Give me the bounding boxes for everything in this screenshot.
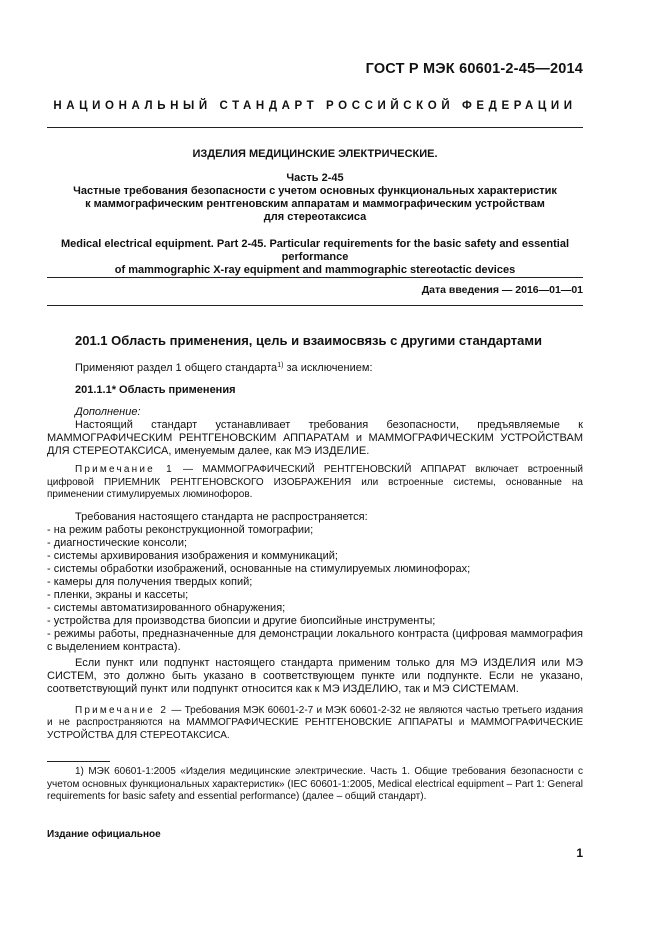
- section-heading: 201.1 Область применения, цель и взаимосвязь с другими стандартами: [75, 333, 542, 348]
- addition-label: Дополнение:: [75, 406, 141, 418]
- edition-label: Издание официальное: [47, 829, 161, 840]
- subtitle-russian: [47, 185, 583, 224]
- footnote-text: 1) МЭК 60601-1:2005 «Изделия медицинские электрические. Часть 1. Общие требования безопасности с учетом основных функциональных характеристик» (IEC 60601-1:2005, Medical electrical equipment – Part 1: General requirements for basic safety and essential performance) (далее – общий стандарт).: [47, 766, 583, 802]
- note-1-text: — МАММОГРАФИЧЕСКИЙ РЕНТГЕНОВСКИЙ АППАРАТ включает встроенный цифровой ПРИЕМНИК РЕНТГЕНОВСКОГО ИЗОБРАЖЕНИЯ или встроенные системы, основанные на применении стимулируемых люминофоров.: [47, 464, 583, 500]
- subsection-heading: 201.1.1* Область применения: [75, 384, 236, 396]
- exclusion-item: - на режим работы реконструкционной томографии;: [47, 523, 314, 536]
- footnote-divider: [47, 761, 110, 762]
- divider-middle: [47, 277, 583, 278]
- standard-number: ГОСТ Р МЭК 60601-2-45—2014: [365, 61, 583, 77]
- title-part: Часть 2-45: [286, 172, 344, 184]
- divider-lower: [47, 305, 583, 306]
- exclusion-item: - пленки, экраны и кассеты;: [47, 588, 189, 601]
- national-standard-banner: НАЦИОНАЛЬНЫЙ СТАНДАРТ РОССИЙСКОЙ ФЕДЕРАЦИИ: [53, 100, 577, 112]
- clause-paragraph: Если пункт или подпункт настоящего стандарта применим только для МЭ ИЗДЕЛИЯ или МЭ СИСТЕМ, это должно быть указано в соответствующем пункте или подпункте. Если не указано, соответствующий пункт или подпункт относится как к МЭ ИЗДЕЛИЮ, так и МЭ СИСТЕМАМ.: [47, 656, 583, 695]
- intro-date: Дата введения — 2016—01—01: [421, 284, 583, 296]
- exclusion-item: - режимы работы, предназначенные для демонстрации локального контраста (цифровая маммография с выделением контраста).: [47, 627, 583, 653]
- footnote: [47, 766, 583, 804]
- exclusions-list: [47, 524, 583, 654]
- note-2: [47, 705, 583, 743]
- subtitle-en-line: Medical electrical equipment. Part 2-45. Particular requirements for the basic safety and essential performance: [60, 238, 570, 263]
- subtitle-ru-line: Частные требования безопасности с учетом основных функциональных характеристик: [73, 185, 557, 197]
- subtitle-english: [47, 238, 583, 277]
- section-body: [47, 362, 583, 742]
- subtitle-en-line: of mammographic X-ray equipment and mammographic stereotactic devices: [114, 264, 516, 276]
- apply-text-after: за исключением:: [283, 362, 373, 374]
- exclusion-item: - устройства для производства биопсии и другие биопсийные инструменты;: [47, 614, 436, 627]
- exclusion-item: - системы обработки изображений, основанные на стимулируемых люминофорах;: [47, 562, 471, 575]
- scope-paragraph: Настоящий стандарт устанавливает требования безопасности, предъявляемые к МАММОГРАФИЧЕСКИМ РЕНТГЕНОВСКИМ АППАРАТАМ и МАММОГРАФИЧЕСКИМ УСТРОЙСТВАМ ДЛЯ СТЕРЕОТАКСИСА, именуемым далее, как МЭ ИЗДЕЛИЕ.: [47, 419, 583, 457]
- apply-text: Применяют раздел 1 общего стандарта: [75, 362, 278, 374]
- apply-paragraph: [47, 362, 583, 375]
- divider-top: [47, 127, 583, 128]
- not-apply-intro: Требования настоящего стандарта не распространяется:: [75, 510, 368, 523]
- page-number: 1: [576, 846, 583, 860]
- note-1: [47, 464, 583, 502]
- footnote-ref[interactable]: 1): [277, 362, 284, 369]
- subtitle-ru-line: для стереотаксиса: [263, 211, 367, 223]
- exclusion-item: - камеры для получения твердых копий;: [47, 575, 253, 588]
- exclusion-item: - системы автоматизированного обнаружения;: [47, 601, 286, 614]
- title-main: ИЗДЕЛИЯ МЕДИЦИНСКИЕ ЭЛЕКТРИЧЕСКИЕ.: [192, 148, 438, 160]
- exclusion-item: - системы архивирования изображения и коммуникаций;: [47, 549, 338, 562]
- note-2-label: Примечание 2: [75, 704, 169, 716]
- exclusion-item: - диагностические консоли;: [47, 536, 188, 549]
- note-1-label: Примечание 1: [75, 464, 174, 475]
- note-2-text: — Требования МЭК 60601-2-7 и МЭК 60601-2-32 не являются частью третьего издания и не распространяются на МАММОГРАФИЧЕСКИЕ РЕНТГЕНОВСКИЕ АППАРАТЫ и МАММОГРАФИЧЕСКИЕ УСТРОЙСТВА ДЛЯ СТЕРЕОТАКСИСА.: [47, 704, 583, 741]
- subtitle-ru-line: к маммографическим рентгеновским аппаратам и маммографическим устройствам: [85, 198, 545, 210]
